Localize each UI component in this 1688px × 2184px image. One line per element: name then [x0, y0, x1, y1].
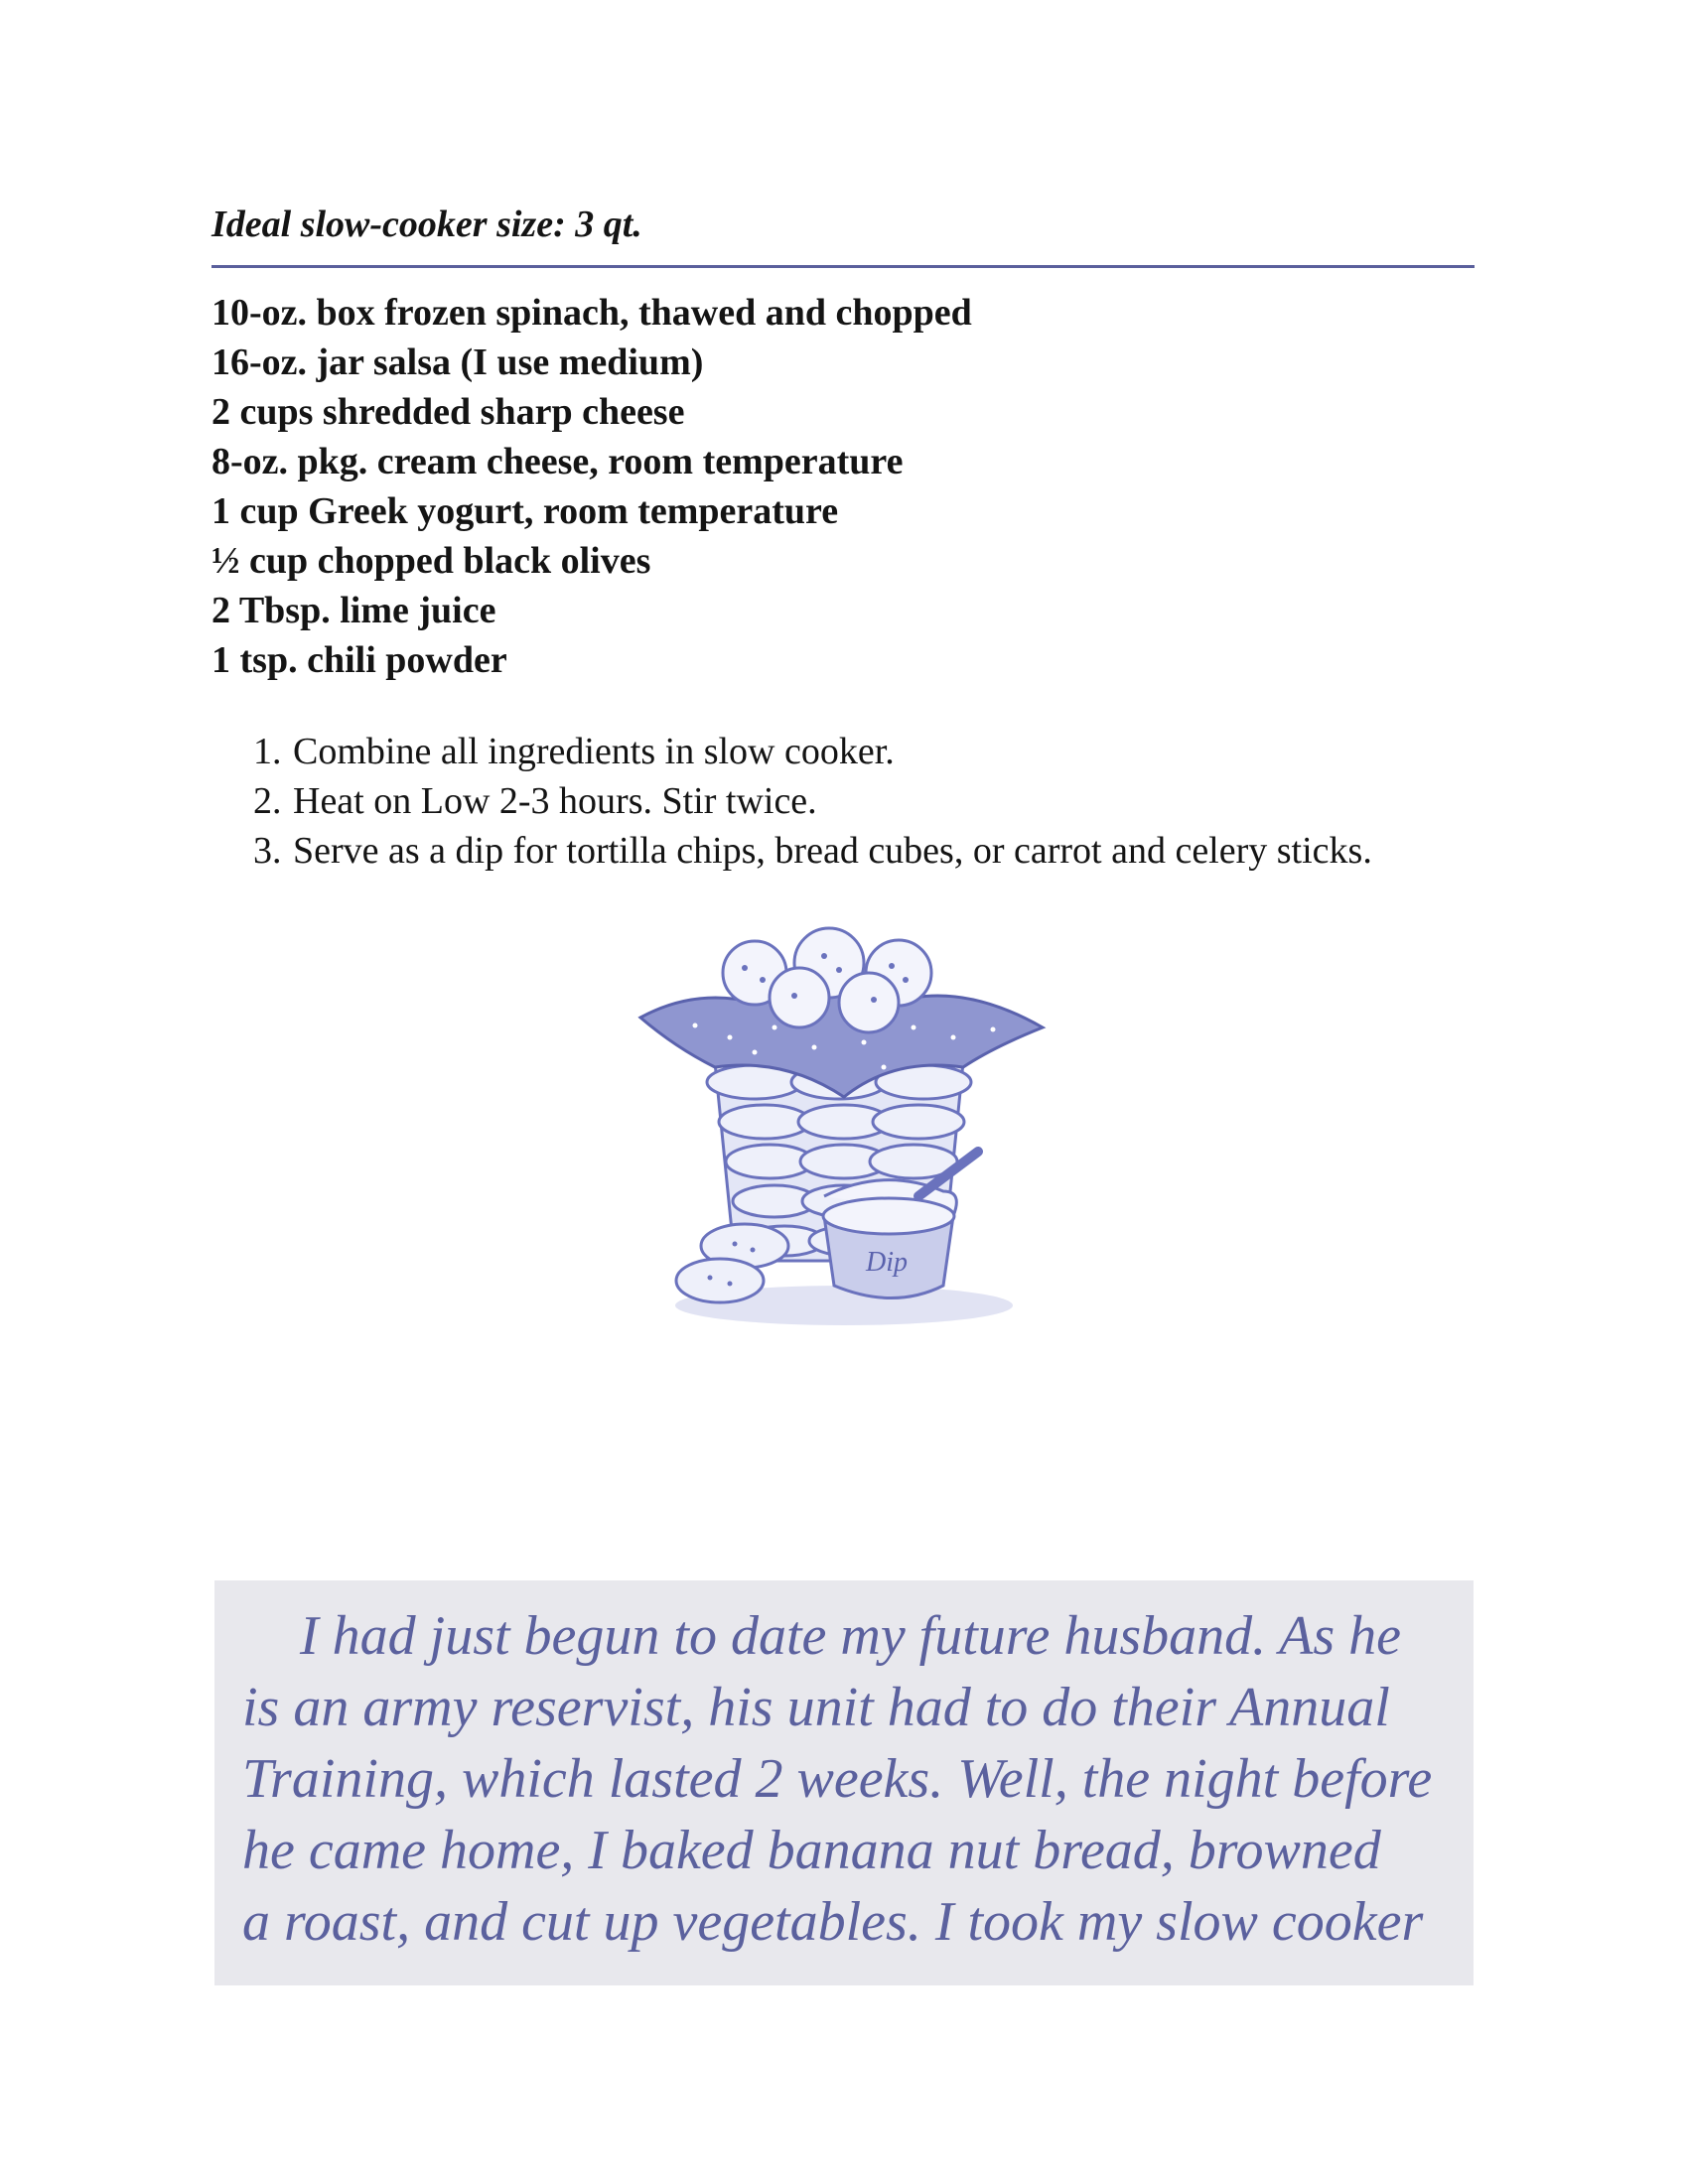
- story-line: Training, which lasted 2 weeks. Well, the night before: [242, 1748, 1433, 1810]
- ingredient-item: 2 cups shredded sharp cheese: [211, 391, 685, 433]
- ingredient-item: 2 Tbsp. lime juice: [211, 590, 496, 631]
- ingredient-item: ½ cup chopped black olives: [211, 540, 651, 582]
- chip-basket-and-dip-bowl-illustration: [635, 918, 1053, 1330]
- step-number: 2.: [253, 780, 282, 822]
- story-sidebar: [214, 1580, 1474, 1985]
- step-text: Heat on Low 2-3 hours. Stir twice.: [293, 780, 817, 822]
- story-line: a roast, and cut up vegetables. I took my slow cooker: [242, 1891, 1424, 1953]
- ingredient-list: [211, 288, 972, 685]
- instruction-step: [253, 727, 1372, 776]
- story-line: I had just begun to date my future husband. As he: [300, 1605, 1402, 1667]
- story-line: he came home, I baked banana nut bread, browned: [242, 1820, 1381, 1881]
- ingredient-item: 8-oz. pkg. cream cheese, room temperature: [211, 441, 904, 482]
- ingredient-item: 1 cup Greek yogurt, room temperature: [211, 490, 839, 532]
- ingredient-item: 10-oz. box frozen spinach, thawed and chopped: [211, 292, 972, 334]
- instruction-list: [253, 727, 1372, 876]
- step-number: 3.: [253, 830, 282, 872]
- step-text: Serve as a dip for tortilla chips, bread cubes, or carrot and celery sticks.: [293, 830, 1372, 872]
- story-line: is an army reservist, his unit had to do their Annual: [242, 1677, 1390, 1738]
- ingredient-item: 16-oz. jar salsa (I use medium): [211, 341, 704, 383]
- cooker-size-note: Ideal slow-cooker size: 3 qt.: [211, 204, 642, 245]
- step-text: Combine all ingredients in slow cooker.: [293, 731, 895, 772]
- step-number: 1.: [253, 731, 282, 772]
- ingredient-item: 1 tsp. chili powder: [211, 639, 507, 681]
- section-divider: [211, 265, 1475, 268]
- instruction-step: [253, 826, 1372, 876]
- bowl-label: Dip: [866, 1247, 908, 1278]
- instruction-step: [253, 776, 1372, 826]
- illustration-drawing: [635, 918, 1053, 1330]
